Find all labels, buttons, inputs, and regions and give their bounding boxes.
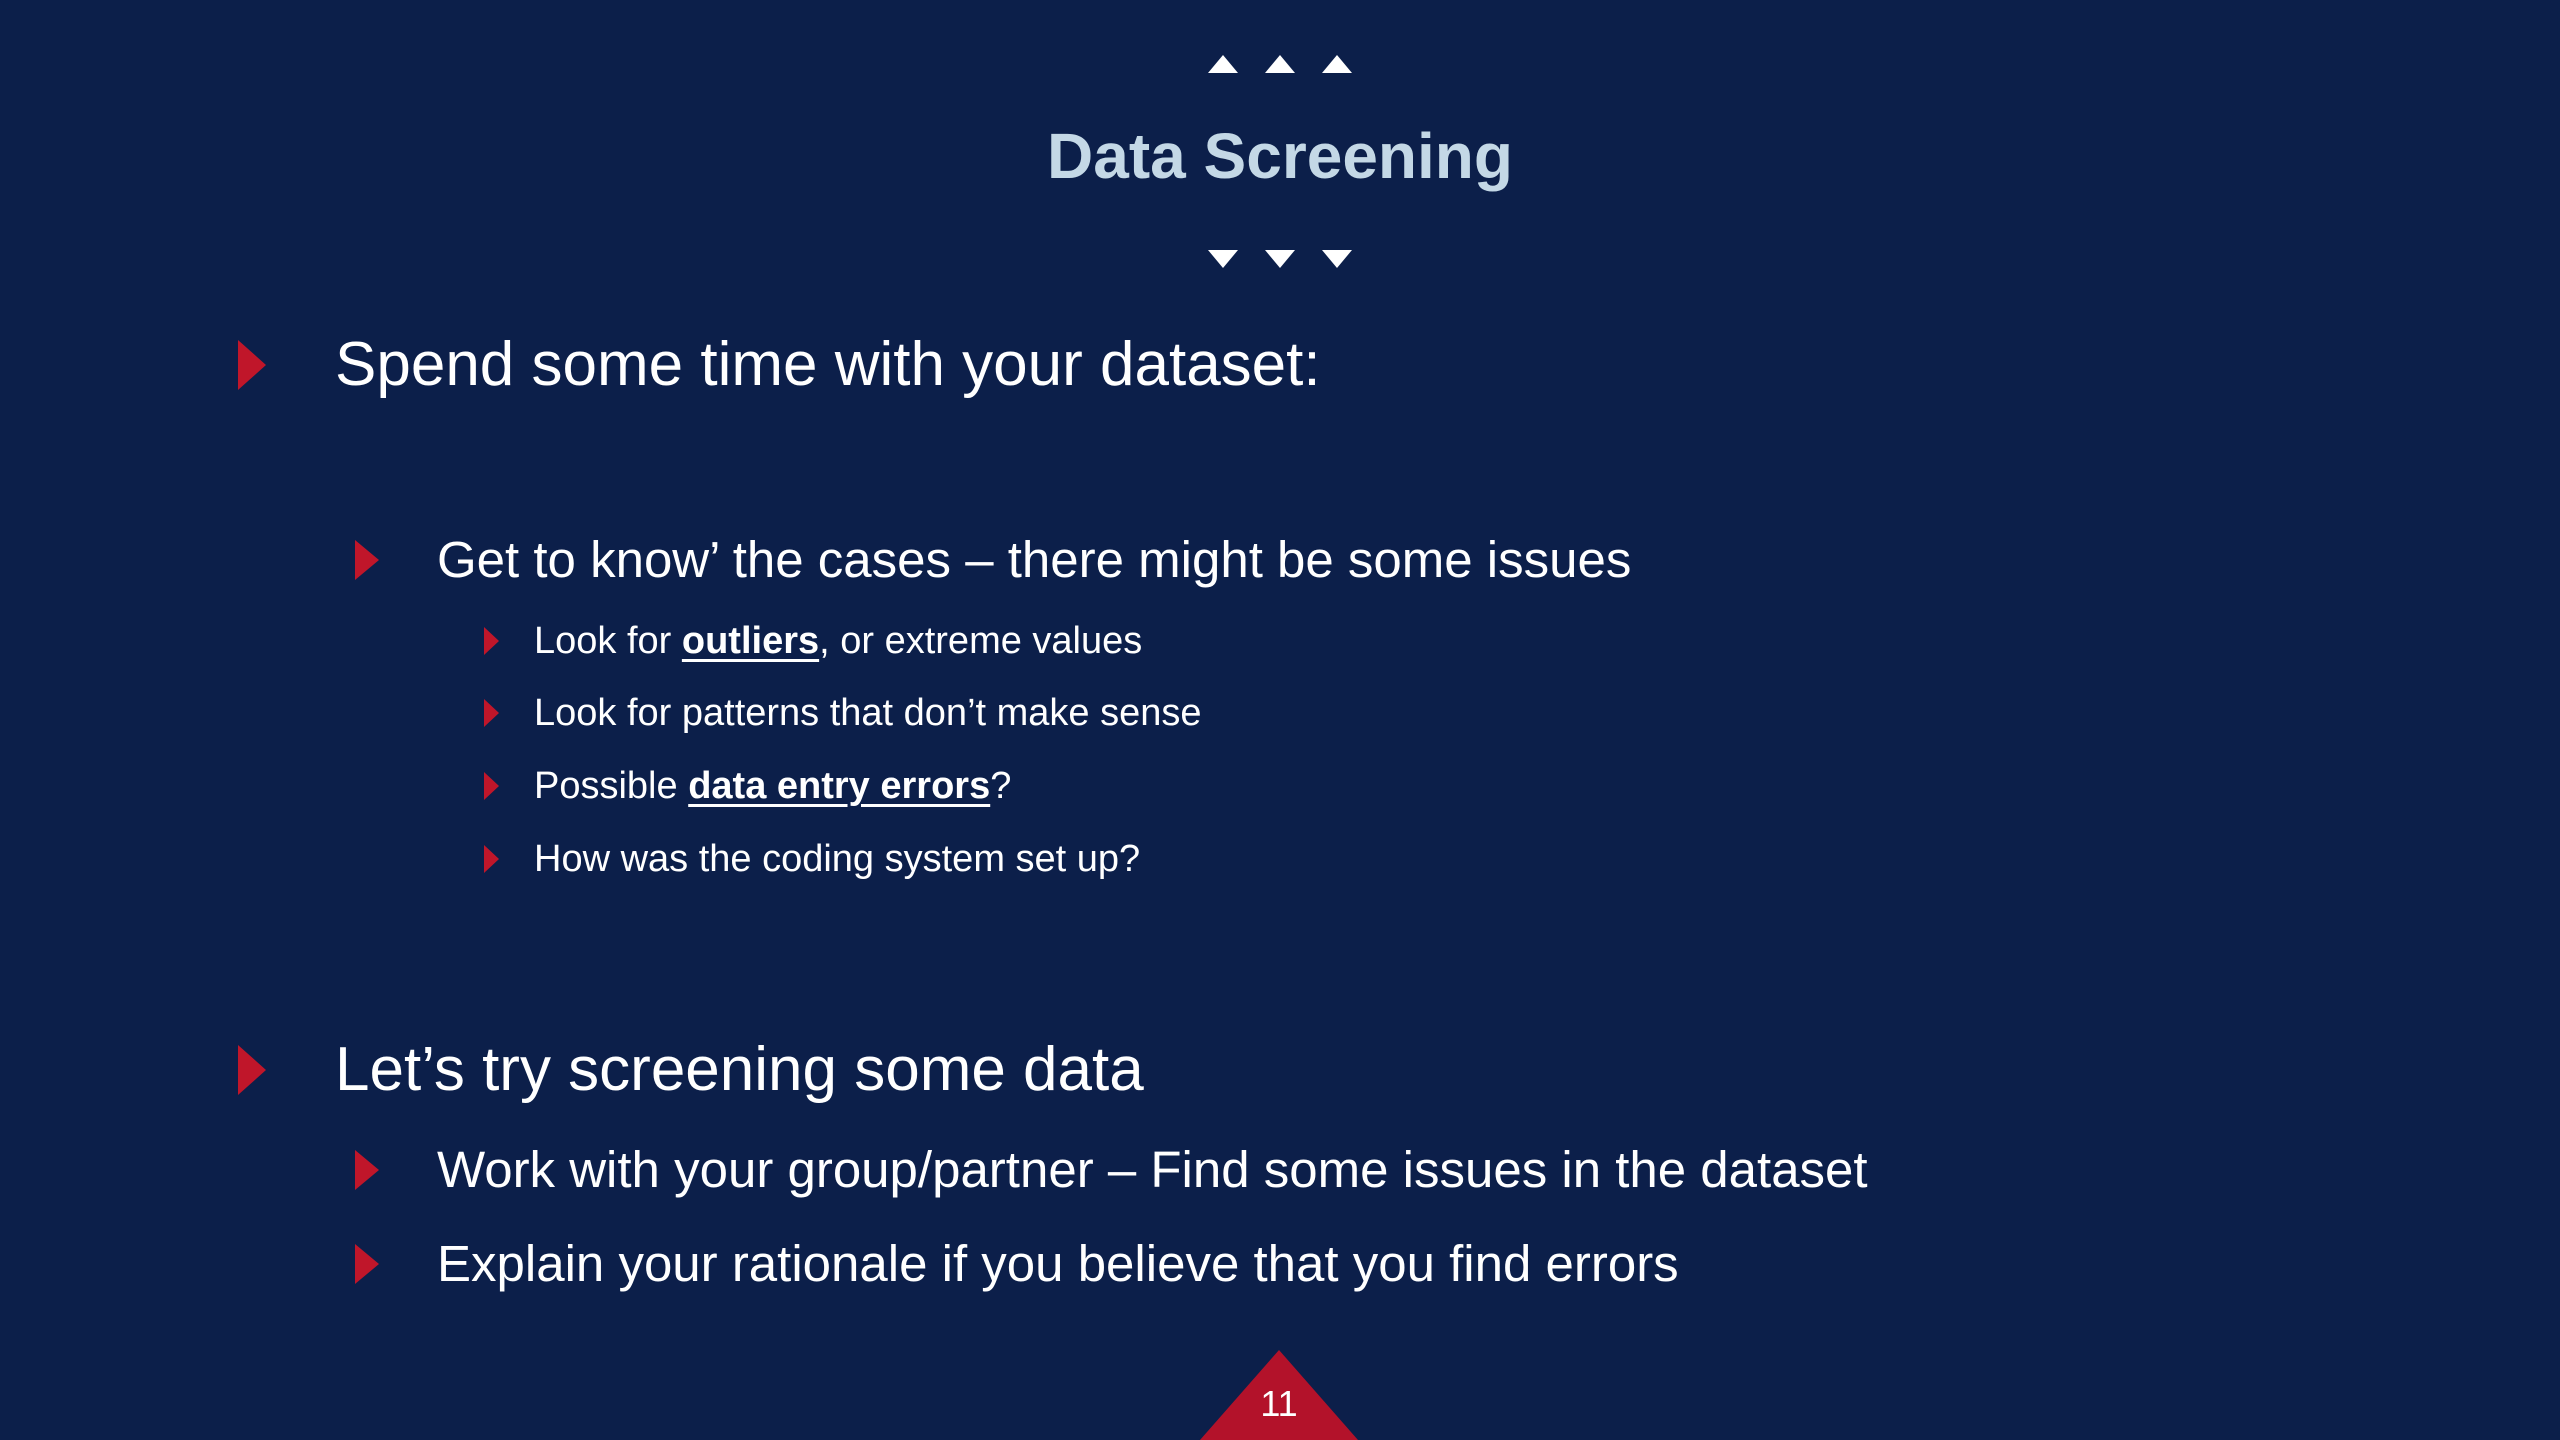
red-triangle-bullet-icon <box>484 772 499 800</box>
section2-heading: Let’s try screening some data <box>335 1035 1144 1104</box>
red-triangle-bullet-icon <box>355 1244 379 1284</box>
outliers-term: outliers <box>681 620 820 662</box>
list-item-patterns: Look for patterns that don’t make sense <box>534 692 1202 734</box>
red-triangle-bullet-icon <box>238 1045 266 1095</box>
triangle-down-icon <box>1208 250 1238 268</box>
list-item-text: ? <box>990 765 1012 807</box>
triangle-up-icon <box>1208 55 1238 73</box>
section1-heading: Spend some time with your dataset: <box>335 330 1321 399</box>
red-triangle-bullet-icon <box>355 540 379 580</box>
page-number: 11 <box>1260 1383 1298 1424</box>
triangle-up-icon <box>1265 55 1295 73</box>
red-triangle-bullet-icon <box>484 845 499 873</box>
data-entry-errors-term: data entry errors <box>688 765 991 807</box>
red-triangle-bullet-icon <box>238 340 266 390</box>
section2-item-explain-rationale: Explain your rationale if you believe that you find errors <box>437 1235 1679 1292</box>
section1-sub-heading: Get to know’ the cases – there might be some issues <box>437 531 1632 588</box>
section2-item-group-work: Work with your group/partner – Find some issues in the dataset <box>437 1141 1868 1198</box>
slide-title: Data Screening <box>1047 120 1513 192</box>
list-item-text: Possible <box>534 765 689 807</box>
list-item-coding-system: How was the coding system set up? <box>534 838 1141 880</box>
list-item-data-entry-errors <box>534 761 1011 811</box>
red-triangle-bullet-icon <box>355 1150 379 1190</box>
red-triangle-bullet-icon <box>484 627 499 655</box>
triangle-down-icon <box>1322 250 1352 268</box>
red-triangle-bullet-icon <box>484 699 499 727</box>
list-item-outliers <box>534 616 1142 666</box>
list-item-text: Look for <box>534 620 682 662</box>
list-item-text: , or extreme values <box>819 620 1143 662</box>
triangle-down-icon <box>1265 250 1295 268</box>
title-bottom-decoration <box>1208 250 1352 270</box>
triangle-up-icon <box>1322 55 1352 73</box>
title-top-decoration <box>1208 55 1352 75</box>
